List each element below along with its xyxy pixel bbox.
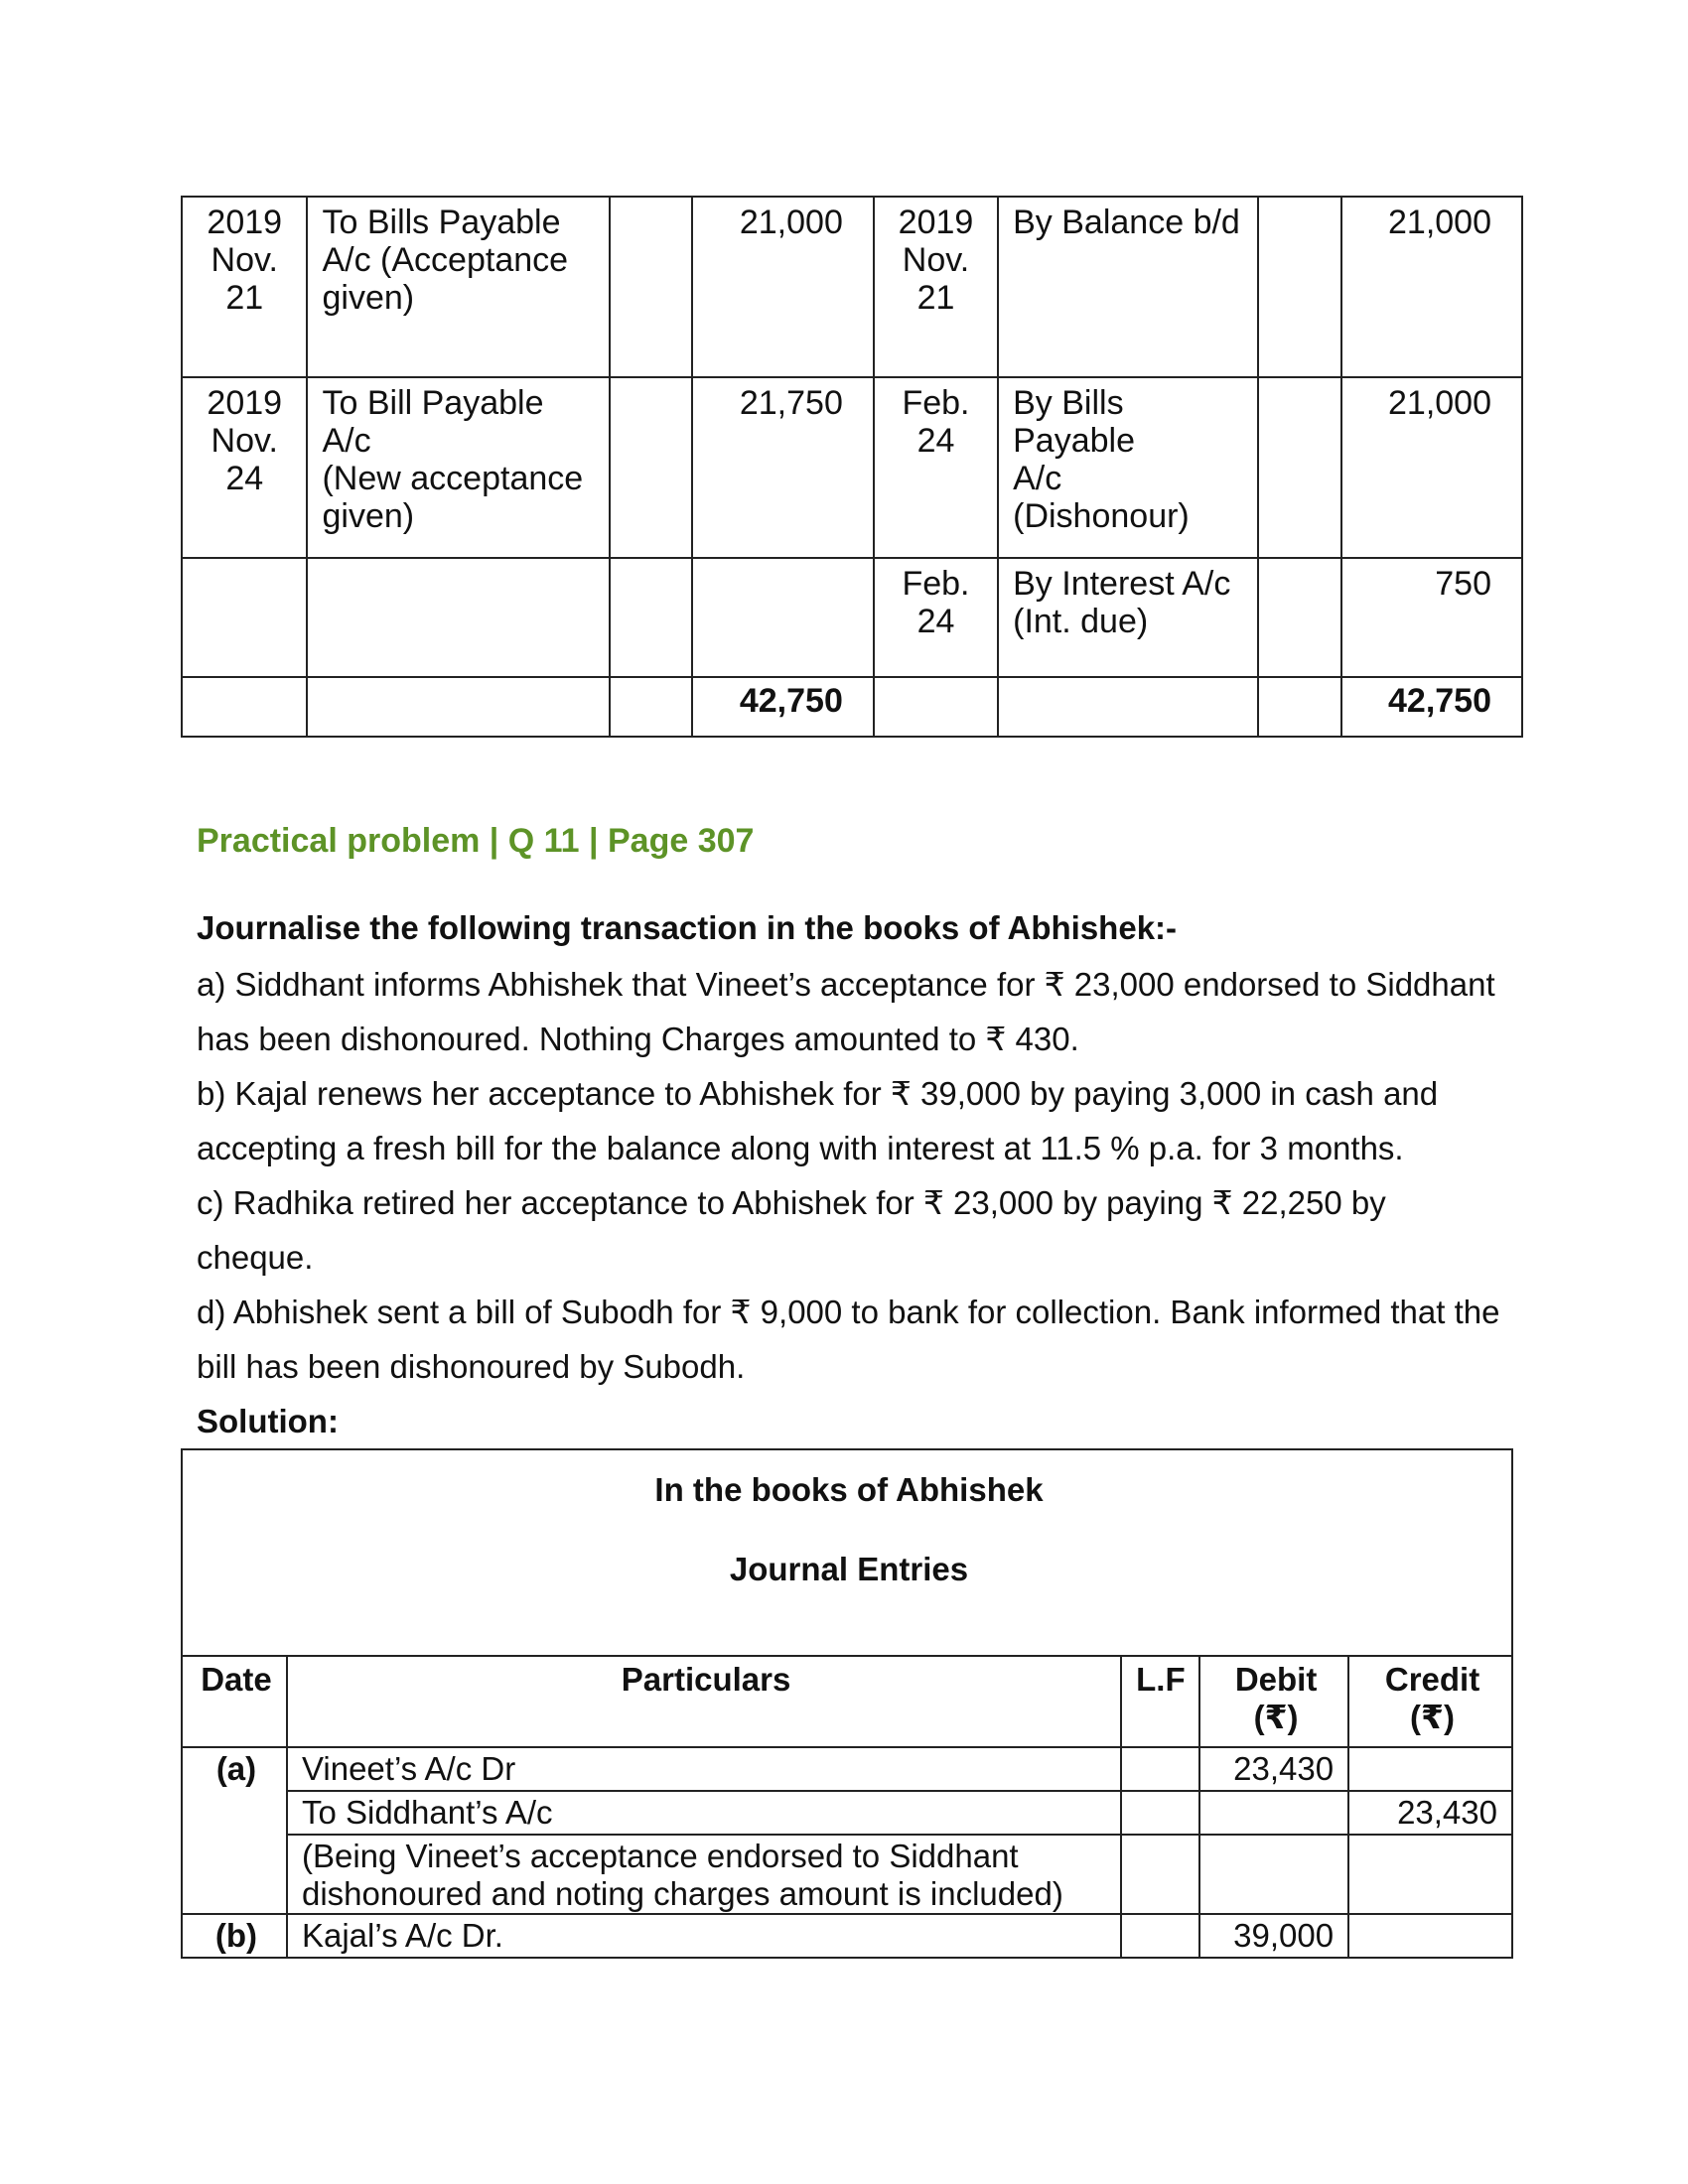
column-header-particulars: Particulars — [287, 1656, 1121, 1747]
column-header-debit: Debit (₹) — [1199, 1656, 1348, 1747]
ledger-empty-cell — [1258, 677, 1341, 737]
entry-narration: (Being Vineet’s acceptance endorsed to Siddhant dishonoured and noting charges amount is included) — [287, 1835, 1121, 1914]
ledger-cr-amount: 750 — [1341, 558, 1522, 677]
entry-credit-amount — [1348, 1747, 1512, 1791]
journal-heading-books: In the books of Abhishek — [654, 1471, 1044, 1508]
ledger-cr-particulars: By Bills Payable A/c (Dishonour) — [998, 377, 1257, 558]
ledger-total-row — [182, 677, 1522, 737]
question-item-b: b) Kajal renews her acceptance to Abhishek for ₹ 39,000 by paying 3,000 in cash and accepting a fresh bill for the balance along with interest at 11.5 % p.a. for 3 months. — [197, 1075, 1439, 1166]
ledger-dr-total: 42,750 — [692, 677, 873, 737]
journal-heading-title: Journal Entries — [729, 1551, 969, 1587]
entry-debit-amount: 23,430 — [1199, 1747, 1348, 1791]
question-item-c: c) Radhika retired her acceptance to Abhishek for ₹ 23,000 by paying ₹ 22,250 by cheque. — [197, 1184, 1386, 1276]
ledger-cr-date: Feb. 24 — [874, 377, 998, 558]
journal-column-header-row — [182, 1656, 1512, 1747]
ledger-dr-date — [182, 558, 307, 677]
ledger-row — [182, 197, 1522, 377]
ledger-row — [182, 558, 1522, 677]
entry-lf — [1121, 1791, 1199, 1835]
ledger-dr-date: 2019 Nov. 24 — [182, 377, 307, 558]
entry-debit-line: Kajal’s A/c Dr. — [287, 1914, 1121, 1958]
entry-label-a: (a) — [182, 1747, 287, 1914]
entry-lf — [1121, 1835, 1199, 1914]
ledger-cr-particulars: By Balance b/d — [998, 197, 1257, 377]
ledger-cr-particulars: By Interest A/c (Int. due) — [998, 558, 1257, 677]
ledger-empty-cell — [307, 677, 609, 737]
ledger-dr-date: 2019 Nov. 21 — [182, 197, 307, 377]
ledger-dr-jf — [610, 377, 693, 558]
ledger-cr-amount: 21,000 — [1341, 377, 1522, 558]
ledger-dr-amount — [692, 558, 873, 677]
question-item-a: a) Siddhant informs Abhishek that Vineet’s acceptance for ₹ 23,000 endorsed to Siddhant has been dishonoured. Nothing Charges amounted to ₹ 430. — [197, 966, 1495, 1057]
solution-label: Solution: — [197, 1403, 339, 1439]
journal-row — [182, 1914, 1512, 1958]
entry-debit-amount — [1199, 1835, 1348, 1914]
entry-credit-line: To Siddhant’s A/c — [287, 1791, 1121, 1835]
ledger-empty-cell — [874, 677, 998, 737]
ledger-empty-cell — [182, 677, 307, 737]
journal-row — [182, 1791, 1512, 1835]
entry-credit-amount — [1348, 1914, 1512, 1958]
question-title: Journalise the following transaction in the books of Abhishek:- — [197, 909, 1178, 946]
ledger-empty-cell — [610, 677, 693, 737]
ledger-cr-jf — [1258, 558, 1341, 677]
entry-debit-amount: 39,000 — [1199, 1914, 1348, 1958]
entry-lf — [1121, 1914, 1199, 1958]
ledger-cr-date: Feb. 24 — [874, 558, 998, 677]
entry-credit-amount — [1348, 1835, 1512, 1914]
journal-row — [182, 1747, 1512, 1791]
entry-credit-amount: 23,430 — [1348, 1791, 1512, 1835]
question-item-d: d) Abhishek sent a bill of Subodh for ₹ 9,000 to bank for collection. Bank informed that the bill has been dishonoured by Subodh. — [197, 1294, 1500, 1385]
ledger-dr-particulars: To Bill Payable A/c (New acceptance given) — [307, 377, 609, 558]
ledger-cr-date: 2019 Nov. 21 — [874, 197, 998, 377]
ledger-dr-amount: 21,750 — [692, 377, 873, 558]
ledger-table — [181, 196, 1523, 738]
question-block — [197, 900, 1507, 1448]
ledger-dr-jf — [610, 558, 693, 677]
journal-heading-row — [182, 1449, 1512, 1656]
ledger-cr-jf — [1258, 197, 1341, 377]
ledger-cr-amount: 21,000 — [1341, 197, 1522, 377]
ledger-dr-particulars — [307, 558, 609, 677]
ledger-dr-jf — [610, 197, 693, 377]
entry-label-b: (b) — [182, 1914, 287, 1958]
column-header-credit: Credit (₹) — [1348, 1656, 1512, 1747]
ledger-empty-cell — [998, 677, 1257, 737]
ledger-cr-jf — [1258, 377, 1341, 558]
entry-lf — [1121, 1747, 1199, 1791]
ledger-cr-total: 42,750 — [1341, 677, 1522, 737]
column-header-date: Date — [182, 1656, 287, 1747]
ledger-row — [182, 377, 1522, 558]
journal-heading — [182, 1449, 1512, 1656]
ledger-dr-particulars: To Bills Payable A/c (Acceptance given) — [307, 197, 609, 377]
journal-row — [182, 1835, 1512, 1914]
column-header-lf: L.F — [1121, 1656, 1199, 1747]
ledger-dr-amount: 21,000 — [692, 197, 873, 377]
section-heading: Practical problem | Q 11 | Page 307 — [197, 822, 755, 860]
journal-table — [181, 1448, 1513, 1959]
entry-debit-amount — [1199, 1791, 1348, 1835]
entry-debit-line: Vineet’s A/c Dr — [287, 1747, 1121, 1791]
